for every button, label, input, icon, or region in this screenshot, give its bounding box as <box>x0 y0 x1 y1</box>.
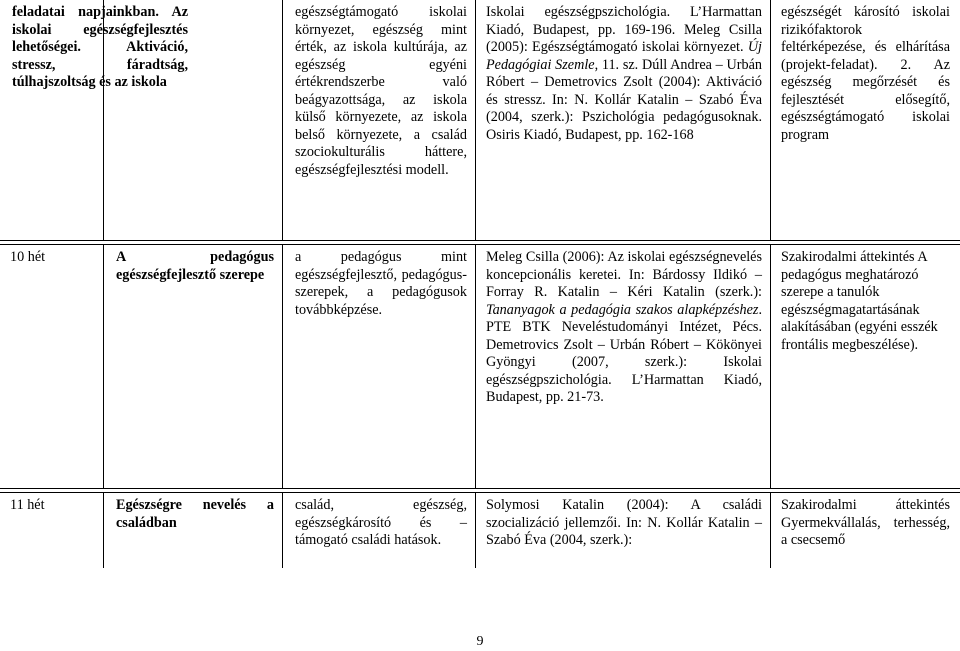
competence-cell <box>770 493 960 568</box>
week-text: 10 hét <box>10 249 46 265</box>
row-divider <box>0 240 960 241</box>
competence-cell <box>770 0 960 240</box>
content-cell <box>282 493 476 568</box>
table-row-week-10 <box>0 245 960 488</box>
competence-cell <box>770 245 960 488</box>
page-number: 9 <box>476 634 484 649</box>
literature-part-italic: Új Pedagógiai Szemle <box>486 39 762 73</box>
week-text: 11 hét <box>10 497 45 513</box>
competence-text: egészségét károsító iskolai rizikófaktorok feltérképezése, és elhárítása (projekt-feladat). 2. Az egészség megőrzését és fejlesztését elősegítő, egészségtámogató iskolai program <box>781 4 950 143</box>
literature-part: Iskolai egészségpszichológia. L’Harmattan Kiadó, Budapest, pp. 169-196. <box>486 4 762 38</box>
topic-cell <box>12 0 283 240</box>
content-text: egészségtámogató iskolai környezet, egészség mint érték, az iskola kultúrája, az egészség egyéni értékrendszerbe való beágyazottsága, az iskola külső környezete, az iskola belső környezete, a család szociokulturális háttere, egészségfejlesztési modell. <box>295 4 467 178</box>
table-row-continuation <box>0 0 960 240</box>
literature-part: Meleg Csilla (2006): Az iskolai egészségnevelés koncepcionális keretei. In: Bárdossy Ildikó – Forray R. Katalin – Kéri Katalin (szerk.): <box>486 249 762 300</box>
row-divider <box>0 488 960 489</box>
literature-text <box>486 4 762 144</box>
literature-part: Meleg Csilla (2005): Egészségtámogató iskolai környezet. <box>486 21 762 55</box>
content-text: család, egészség, egészségkárosító és – támogató családi hatások. <box>295 497 467 548</box>
table-row-week-11 <box>0 493 960 568</box>
literature-part: Solymosi Katalin (2004): A családi szocializáció jellemzői. In: N. Kollár Katalin – Szabó Éva (2004, szerk.): <box>486 497 762 548</box>
literature-cell <box>475 493 771 568</box>
competence-text: Szakirodalmi áttekintés Gyermekvállalás, terhesség, a csecsemő <box>781 497 950 548</box>
topic-cell <box>103 493 283 568</box>
topic-text: A pedagógus egészségfejlesztő szerepe <box>116 249 274 283</box>
week-cell <box>0 245 104 488</box>
literature-part: , 11. sz. Dúll Andrea – Urbán Róbert – Demetrovics Zsolt (2004): Aktiváció és stressz. In: N. Kollár Katalin – Szabó Éva (2004, szerk.): Pszichológia pedagógusoknak. Osiris Kiadó, Budapest, pp. 162-168 <box>486 56 762 143</box>
literature-part: . PTE BTK Neveléstudományi Intézet, Pécs. Demetrovics Zsolt – Urbán Róbert – Kökönyei Gyöngyi (2007, szerk.): Iskolai egészségpszichológia. L’Harmattan Kiadó, Budapest, pp. 21-73. <box>486 301 762 405</box>
literature-cell <box>475 245 771 488</box>
literature-text <box>486 497 762 550</box>
literature-text <box>486 249 762 407</box>
topic-cell <box>103 245 283 488</box>
topic-text: Egészségre nevelés a családban <box>116 497 274 531</box>
content-cell <box>282 0 476 240</box>
literature-part-italic: Tananyagok a pedagógia szakos alapképzéshez <box>486 301 759 318</box>
content-text: a pedagógus mint egészségfejlesztő, pedagógus-szerepek, a pedagógusok továbbképzése. <box>295 249 467 318</box>
content-cell <box>282 245 476 488</box>
competence-text: Szakirodalmi áttekintés A pedagógus meghatározó szerepe a tanulók egészségmagatartásának alakításában (egyéni esszék frontális megbeszélése). <box>781 249 938 353</box>
topic-text: feladatai napjainkban. Az iskolai egészségfejlesztés lehetőségei. Aktiváció, stressz, fáradtság, túlhajszoltság és az iskola <box>12 4 188 90</box>
week-cell <box>0 493 104 568</box>
literature-cell <box>475 0 771 240</box>
